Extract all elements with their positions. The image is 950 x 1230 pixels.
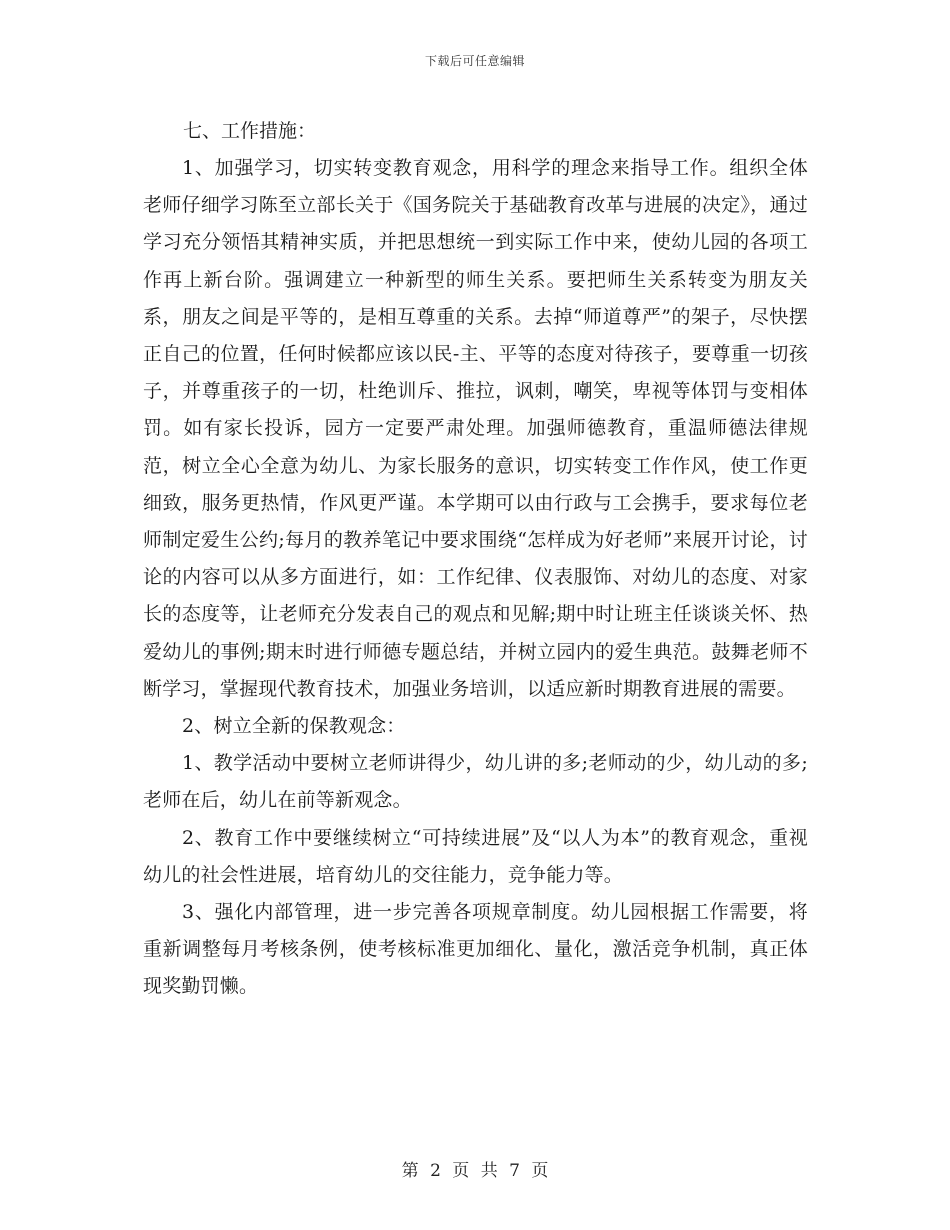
page-header: 下载后可任意编辑 [424, 54, 525, 68]
paragraph-4: 2、教育工作中要继续树立“可持续进展”及“以人为本”的教育观念，重视幼儿的社会性进展，培育幼儿的交往能力，竞争能力等。 [143, 826, 808, 886]
paragraph-2: 2、树立全新的保教观念： [182, 715, 406, 738]
page-footer: 第 2 页 共 7 页 [401, 1161, 549, 1181]
paragraph-5: 3、强化内部管理，进一步完善各项规章制度。幼儿园根据工作需要，将重新调整每月考核条例，使考核标准更加细化、量化，激活竞争机制，真正体现奖勤罚懒。 [143, 901, 808, 998]
section-heading: 七、工作措施： [183, 120, 317, 142]
paragraph-1: 1、加强学习，切实转变教育观念，用科学的理念来指导工作。组织全体老师仔细学习陈至立部长关于《国务院关于基础教育改革与进展的决定》，通过学习充分领悟其精神实质，并把思想统一到实际工作中来，使幼儿园的各项工作再上新台阶。强调建立一种新型的师生关系。要把师生关系转变为朋友关系，朋友之间是平等的，是相互尊重的关系。去掉“师道尊严”的架子，尽快摆正自己的位置，任何时候都应该以民-主、平等的态度对待孩子，要尊重一切孩子，并尊重孩子的一切，杜绝训斥、推拉，讽刺，嘲笑，卑视等体罚与变相体罚。如有家长投诉，园方一定要严肃处理。加强师德教育，重温师德法律规范，树立全心全意为幼儿、为家长服务的意识，切实转变工作作风，使工作更细致，服务更热情，作风更严谨。本学期可以由行政与工会携手，要求每位老师制定爱生公约;每月的教养笔记中要求围绕“怎样成为好老师”来展开讨论，讨论的内容可以从多方面进行，如：工作纪律、仪表服饰、对幼儿的态度、对家长的态度等，让老师充分发表自己的观点和见解;期中时让班主任谈谈关怀、热爱幼儿的事例;期末时进行师德专题总结，并树立园内的爱生典范。鼓舞老师不断学习，掌握现代教育技术，加强业务培训，以适应新时期教育进展的需要。 [143, 157, 808, 700]
paragraph-3: 1、教学活动中要树立老师讲得少，幼儿讲的多;老师动的少，幼儿动的多;老师在后，幼儿在前等新观念。 [143, 752, 808, 812]
document-body [143, 112, 808, 1006]
